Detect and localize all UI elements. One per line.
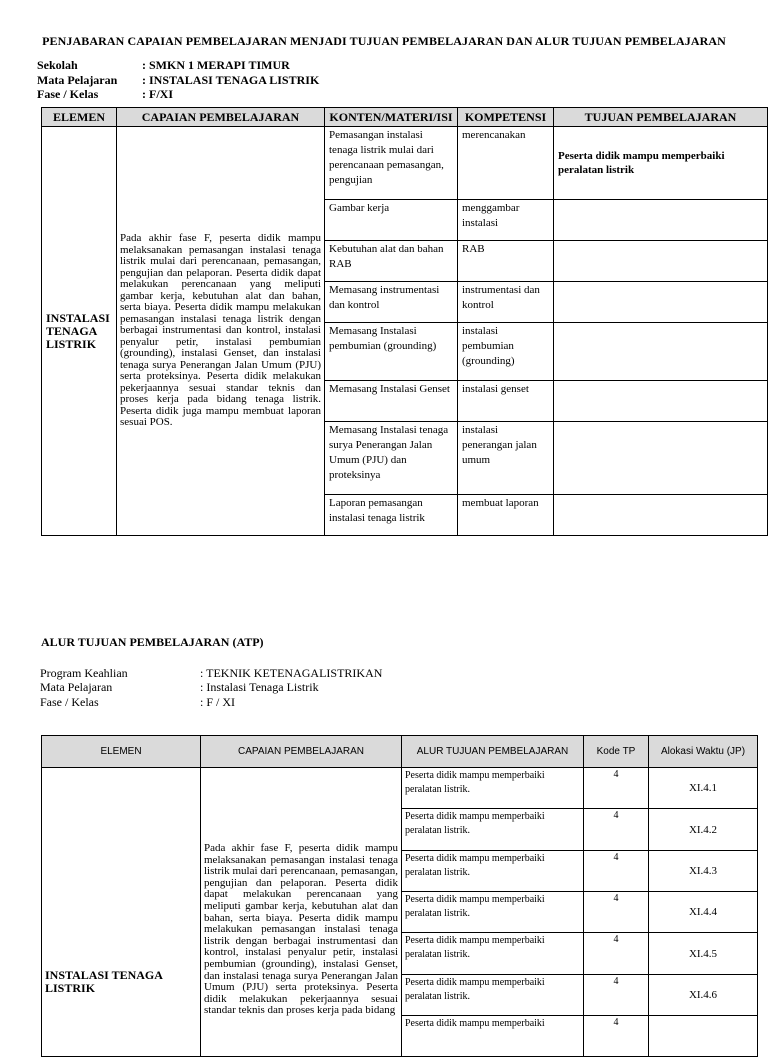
alokasi-cell: XI.4.3	[649, 851, 758, 892]
header-kode-tp: Kode TP	[584, 736, 649, 768]
header-tujuan: TUJUAN PEMBELAJARAN	[554, 108, 768, 127]
konten-cell: Memasang instrumentasi dan kontrol	[325, 282, 458, 323]
tujuan-cell-empty	[554, 422, 768, 495]
alur-cell: Peserta didik mampu memperbaiki peralatan listrik.	[402, 851, 584, 892]
meta-row-program	[40, 666, 540, 680]
meta-label: Mata Pelajaran	[37, 73, 118, 87]
kode-tp-cell: 4	[584, 892, 649, 933]
atp-meta	[40, 666, 540, 710]
capaian-cell: Pada akhir fase F, peserta didik mampu melaksanakan pemasangan instalasi tenaga listrik mulai dari perencanaan, pemasangan, pengujian dan pelaporan. Peserta didik dapat melakukan perencanaan yang meliputi gambar kerja, kebutuhan alat dan bahan, serta biaya. Peserta didik mampu melakukan pemasangan instalasi tenaga listrik dengan berbagai instrumentasi dan kontrol, instalasi penyalur petir, instalasi pembumian (grounding), instalasi Genset, dan instalasi tenaga surya Penerangan Jalan Umum (PJU) serta proteksinya. Peserta didik melakukan pekerjaannya sesuai standar teknis dan proses kerja pada bidang	[201, 768, 402, 1057]
header-elemen: ELEMEN	[42, 736, 201, 768]
table-row	[42, 127, 768, 200]
tujuan-cell-empty	[554, 323, 768, 381]
header-elemen: ELEMEN	[42, 108, 117, 127]
meta-label: Fase / Kelas	[37, 87, 99, 101]
alokasi-cell: XI.4.5	[649, 933, 758, 975]
alur-cell: Peserta didik mampu memperbaiki peralatan listrik.	[402, 933, 584, 975]
cp-tp-table	[41, 107, 768, 536]
kode-tp-cell: 4	[584, 809, 649, 851]
kompetensi-cell: menggambar instalasi	[458, 200, 554, 241]
konten-cell: Pemasangan instalasi tenaga listrik mulai dari perencanaan pemasangan, pengujian	[325, 127, 458, 200]
tujuan-cell-empty	[554, 241, 768, 282]
kompetensi-cell: RAB	[458, 241, 554, 282]
alokasi-cell: XI.4.4	[649, 892, 758, 933]
meta-value: : TEKNIK KETENAGALISTRIKAN	[200, 666, 383, 680]
header-kompetensi: KOMPETENSI	[458, 108, 554, 127]
meta-value: : F / XI	[200, 695, 236, 709]
kompetensi-cell: instalasi penerangan jalan umum	[458, 422, 554, 495]
tujuan-cell-empty	[554, 282, 768, 323]
header-capaian: CAPAIAN PEMBELAJARAN	[117, 108, 325, 127]
konten-cell: Memasang Instalasi Genset	[325, 381, 458, 422]
alokasi-cell	[649, 1016, 758, 1057]
tujuan-cell-empty	[554, 200, 768, 241]
alur-cell: Peserta didik mampu memperbaiki peralatan listrik.	[402, 892, 584, 933]
konten-cell: Memasang Instalasi pembumian (grounding)	[325, 323, 458, 381]
konten-cell: Memasang Instalasi tenaga surya Penerangan Jalan Umum (PJU) dan proteksinya	[325, 422, 458, 495]
kode-tp-cell: 4	[584, 1016, 649, 1057]
table-header-row	[42, 736, 758, 768]
atp-table	[41, 735, 758, 1057]
meta-label: Program Keahlian	[40, 666, 128, 680]
kompetensi-cell: instalasi genset	[458, 381, 554, 422]
table-header-row	[42, 108, 768, 127]
meta-label: Mata Pelajaran	[40, 680, 113, 694]
meta-value: : SMKN 1 MERAPI TIMUR	[142, 58, 290, 72]
school-meta	[37, 59, 437, 104]
kompetensi-cell: merencanakan	[458, 127, 554, 200]
tujuan-cell: Peserta didik mampu memperbaiki peralatan listrik	[554, 127, 768, 200]
alokasi-cell: XI.4.1	[649, 768, 758, 809]
capaian-cell: Pada akhir fase F, peserta didik mampu melaksanakan pemasangan instalasi tenaga listrik mulai dari perencanaan, pemasangan, pengujian dan pelaporan. Peserta didik dapat melakukan perencanaan yang meliputi gambar kerja, kebutuhan alat dan bahan, serta biaya. Peserta didik mampu melakukan pemasangan instalasi tenaga listrik dengan berbagai instrumentasi dan kontrol, instalasi penyalur petir, instalasi pembumian (grounding), instalasi Genset, dan instalasi tenaga surya Penerangan Jalan Umum (PJU) serta proteksinya. Peserta didik melakukan pekerjaannya sesuai standar teknis dan proses kerja pada bidang tenaga listrik. Peserta didik juga mampu membuat laporan sesuai POS.	[117, 127, 325, 536]
konten-cell: Laporan pemasangan instalasi tenaga listrik	[325, 495, 458, 536]
elemen-cell: INSTALASI TENAGA LISTRIK	[42, 768, 201, 1057]
alur-cell: Peserta didik mampu memperbaiki peralatan listrik.	[402, 975, 584, 1016]
tujuan-cell-empty	[554, 381, 768, 422]
header-capaian: CAPAIAN PEMBELAJARAN	[201, 736, 402, 768]
elemen-cell: INSTALASI TENAGA LISTRIK	[42, 127, 117, 536]
header-konten: KONTEN/MATERI/ISI	[325, 108, 458, 127]
header-alokasi: Alokasi Waktu (JP)	[649, 736, 758, 768]
alur-cell: Peserta didik mampu memperbaiki peralatan listrik.	[402, 809, 584, 851]
tujuan-cell-empty	[554, 495, 768, 536]
table-row	[42, 768, 758, 809]
konten-cell: Kebutuhan alat dan bahan RAB	[325, 241, 458, 282]
kompetensi-cell: instalasi pembumian (grounding)	[458, 323, 554, 381]
meta-value: : F/XI	[142, 87, 173, 101]
alur-cell: Peserta didik mampu memperbaiki peralatan listrik.	[402, 768, 584, 809]
kompetensi-cell: membuat laporan	[458, 495, 554, 536]
meta-label: Fase / Kelas	[40, 695, 99, 709]
kode-tp-cell: 4	[584, 851, 649, 892]
kode-tp-cell: 4	[584, 933, 649, 975]
atp-title: ALUR TUJUAN PEMBELAJARAN (ATP)	[41, 635, 264, 649]
alokasi-cell: XI.4.2	[649, 809, 758, 851]
meta-row-fase	[37, 88, 437, 101]
konten-cell: Gambar kerja	[325, 200, 458, 241]
meta-value: : INSTALASI TENAGA LISTRIK	[142, 73, 320, 87]
meta-value: : Instalasi Tenaga Listrik	[200, 680, 319, 694]
document-title: PENJABARAN CAPAIAN PEMBELAJARAN MENJADI TUJUAN PEMBELAJARAN DAN ALUR TUJUAN PEMBELAJARAN	[42, 34, 726, 48]
kode-tp-cell: 4	[584, 975, 649, 1016]
header-alur: ALUR TUJUAN PEMBELAJARAN	[402, 736, 584, 768]
alokasi-cell: XI.4.6	[649, 975, 758, 1016]
kompetensi-cell: instrumentasi dan kontrol	[458, 282, 554, 323]
meta-row-sekolah	[37, 59, 437, 72]
alur-cell: Peserta didik mampu memperbaiki	[402, 1016, 584, 1057]
meta-label: Sekolah	[37, 58, 78, 72]
meta-row-fase	[40, 695, 540, 709]
kode-tp-cell: 4	[584, 768, 649, 809]
meta-row-mapel	[40, 680, 540, 695]
